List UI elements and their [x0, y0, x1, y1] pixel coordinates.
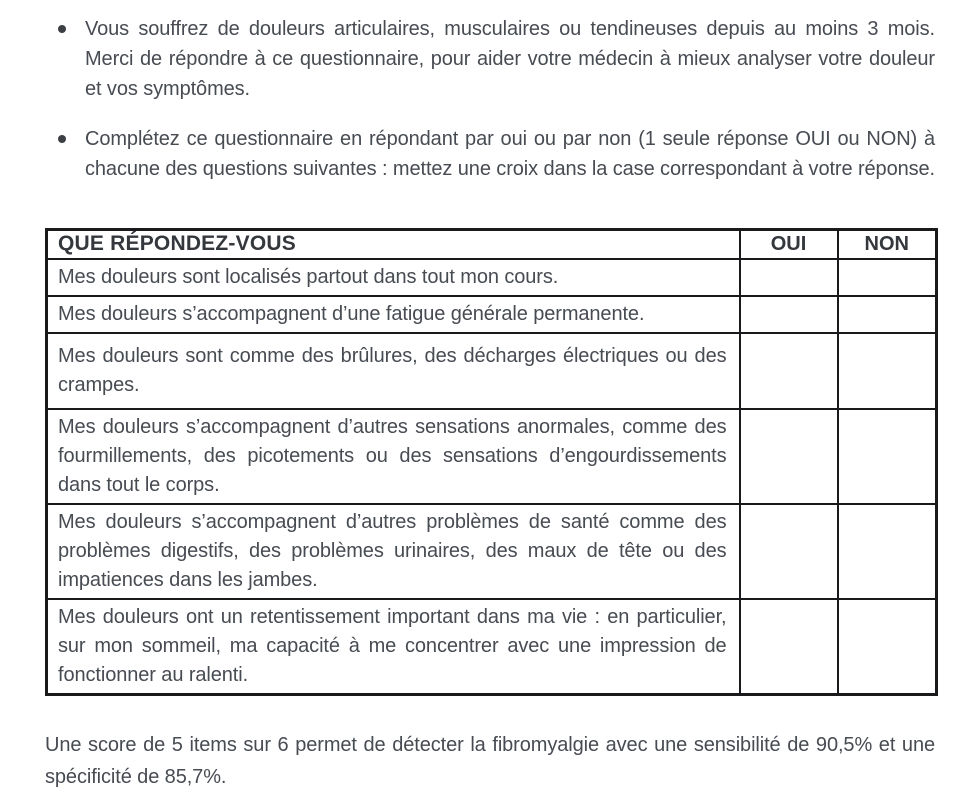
question-text-3: Mes douleurs sont comme des brûlures, des décharges électriques ou des crampes. [47, 333, 740, 409]
non-answer-cell-1[interactable] [838, 259, 937, 296]
column-header-non: NON [838, 230, 937, 259]
intro-section [45, 14, 935, 184]
bullet-icon [58, 135, 66, 143]
oui-answer-cell-5[interactable] [740, 504, 838, 599]
column-header-oui: OUI [740, 230, 838, 259]
oui-answer-cell-4[interactable] [740, 409, 838, 504]
table-row-6 [47, 599, 937, 695]
intro-bullet-1-text: Vous souffrez de douleurs articulaires, musculaires ou tendineuses depuis au moins 3 mois. Merci de répondre à ce questionnaire, pour aider votre médecin à mieux analyser votre douleur et vos symptômes. [85, 18, 935, 100]
bullet-icon [58, 25, 66, 33]
oui-answer-cell-2[interactable] [740, 296, 838, 333]
oui-answer-cell-6[interactable] [740, 599, 838, 695]
non-answer-cell-4[interactable] [838, 409, 937, 504]
oui-answer-cell-3[interactable] [740, 333, 838, 409]
non-answer-cell-2[interactable] [838, 296, 937, 333]
table-row-3 [47, 333, 937, 409]
question-text-4: Mes douleurs s’accompagnent d’autres sensations anormales, comme des fourmillements, des picotements ou des sensations d’engourdissements dans tout le corps. [47, 409, 740, 504]
question-text-5: Mes douleurs s’accompagnent d’autres problèmes de santé comme des problèmes digestifs, des problèmes urinaires, des maux de tête ou des impatiences dans les jambes. [47, 504, 740, 599]
question-text-1: Mes douleurs sont localisés partout dans tout mon cours. [47, 259, 740, 296]
score-note: Une score de 5 items sur 6 permet de détecter la fibromyalgie avec une sensibilité de 90,5% et une spécificité de 85,7%. [45, 733, 935, 788]
table-row-5 [47, 504, 937, 599]
question-text-2: Mes douleurs s’accompagnent d’une fatigue générale permanente. [47, 296, 740, 333]
table-row-1 [47, 259, 937, 296]
intro-bullet-1 [45, 14, 935, 104]
table-header-row [47, 230, 937, 259]
intro-bullet-2-text: Complétez ce questionnaire en répondant par oui ou par non (1 seule réponse OUI ou NON) à chacune des questions suivantes : mettez une croix dans la case correspondant à votre réponse. [85, 128, 935, 180]
non-answer-cell-6[interactable] [838, 599, 937, 695]
column-header-question: QUE RÉPONDEZ-VOUS [47, 230, 740, 259]
table-row-4 [47, 409, 937, 504]
non-answer-cell-5[interactable] [838, 504, 937, 599]
oui-answer-cell-1[interactable] [740, 259, 838, 296]
question-text-6: Mes douleurs ont un retentissement important dans ma vie : en particulier, sur mon sommeil, ma capacité à me concentrer avec une impression de fonctionner au ralenti. [47, 599, 740, 695]
questionnaire-table [45, 228, 938, 696]
intro-bullet-2 [45, 124, 935, 184]
table-row-2 [47, 296, 937, 333]
non-answer-cell-3[interactable] [838, 333, 937, 409]
